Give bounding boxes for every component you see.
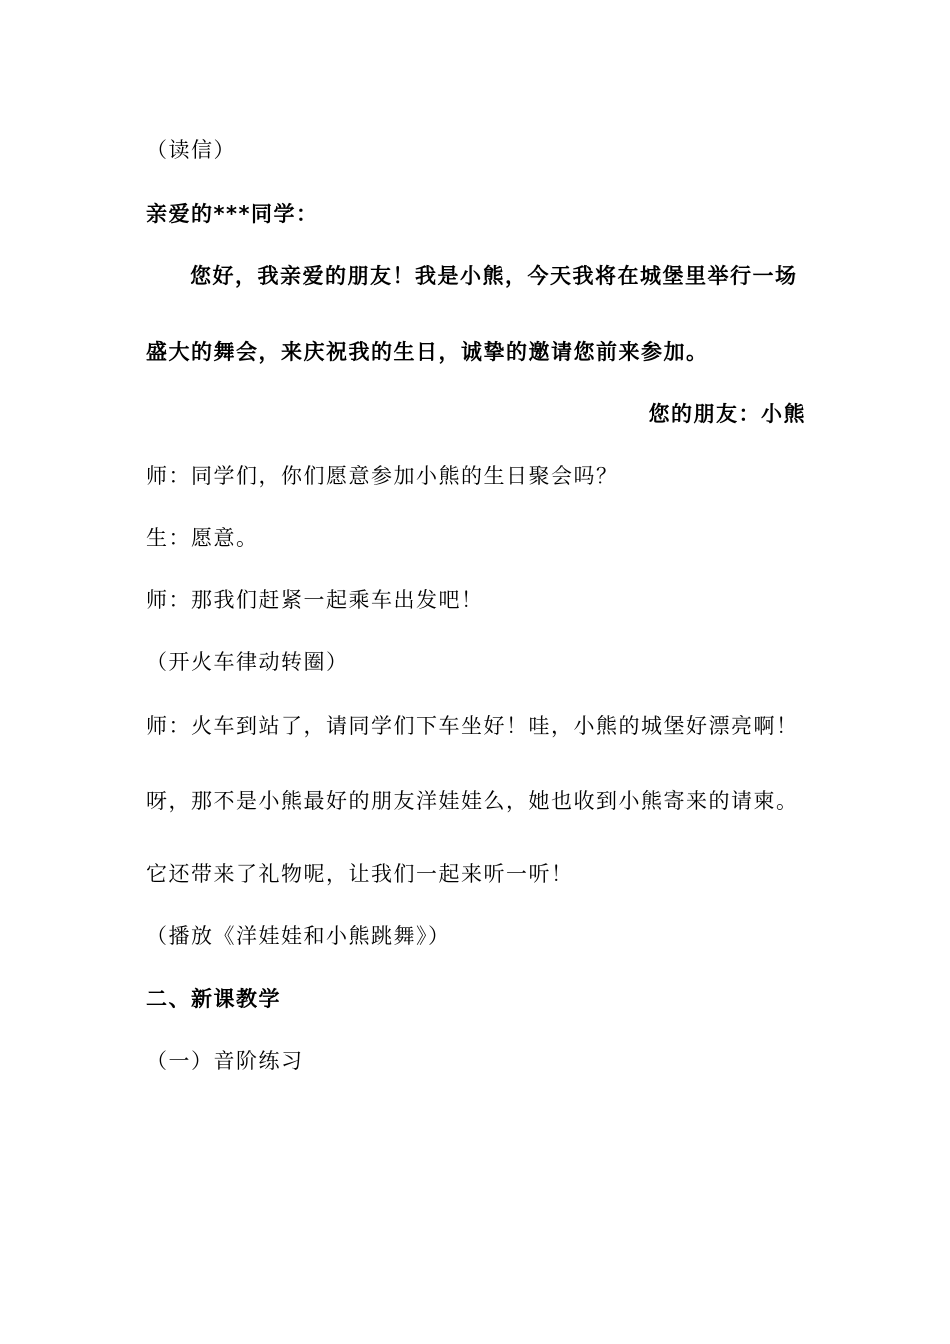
section-heading-new-lesson: 二、新课教学 — [146, 987, 281, 1011]
dialogue-teacher-arrive-line-3: 它还带来了礼物呢，让我们一起来听一听！ — [146, 862, 574, 886]
subsection-heading-scale-practice: （一）音阶练习 — [146, 1049, 304, 1073]
stage-direction-read-letter: （读信） — [146, 138, 236, 162]
letter-body-line-1: 您好，我亲爱的朋友！我是小熊，今天我将在城堡里举行一场 — [190, 264, 798, 288]
letter-signature: 您的朋友：小熊 — [648, 402, 806, 426]
dialogue-teacher-arrive-line-2: 呀，那不是小熊最好的朋友洋娃娃么，她也收到小熊寄来的请柬。 — [146, 789, 799, 813]
dialogue-teacher-arrive-line-1: 师：火车到站了，请同学们下车坐好！哇，小熊的城堡好漂亮啊！ — [146, 714, 799, 738]
stage-direction-play-music: （播放《洋娃娃和小熊跳舞》） — [146, 924, 451, 948]
stage-direction-train: （开火车律动转圈） — [146, 650, 349, 674]
letter-body-line-2: 盛大的舞会，来庆祝我的生日，诚挚的邀请您前来参加。 — [146, 340, 709, 364]
dialogue-teacher-question: 师：同学们，你们愿意参加小熊的生日聚会吗？ — [146, 464, 619, 488]
dialogue-student-answer: 生：愿意。 — [146, 526, 259, 550]
letter-salutation: 亲爱的***同学： — [146, 202, 319, 226]
dialogue-teacher-depart: 师：那我们赶紧一起乘车出发吧！ — [146, 588, 484, 612]
